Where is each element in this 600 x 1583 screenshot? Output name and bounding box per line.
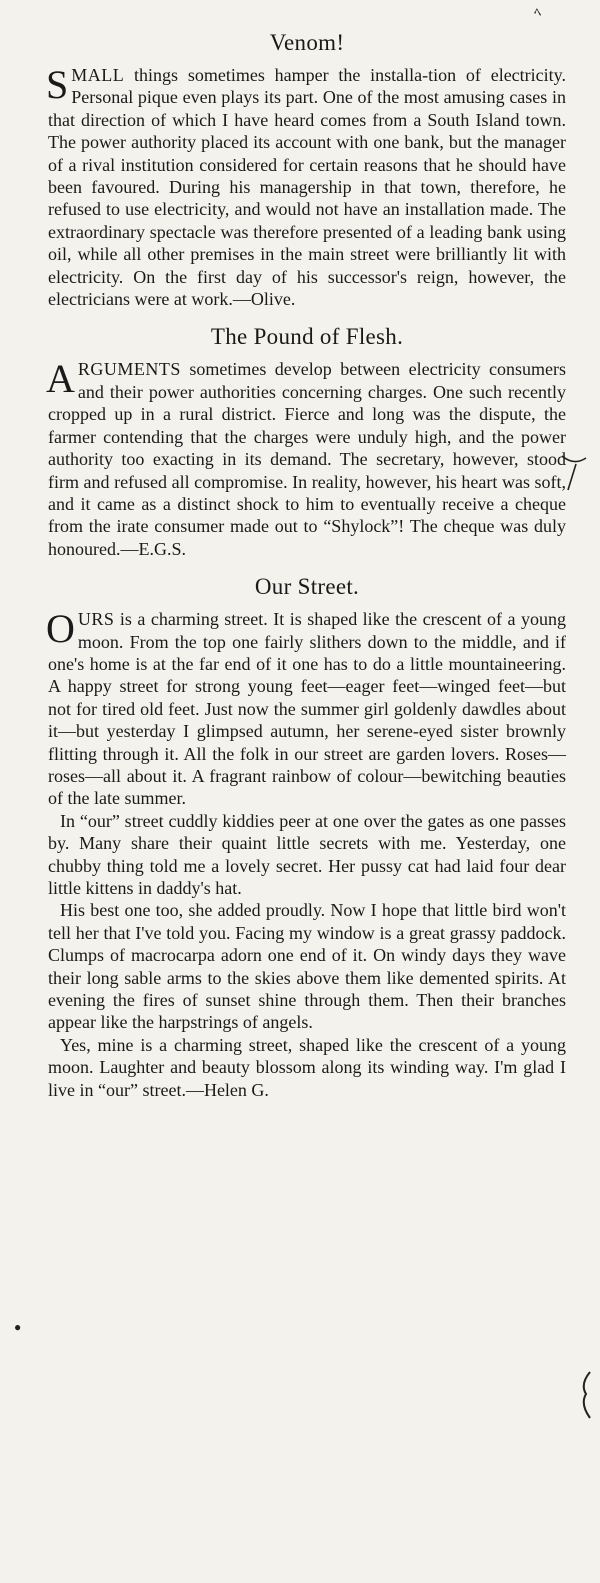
- article-title: Venom!: [269, 30, 345, 55]
- article-paragraph: [48, 64, 566, 310]
- ink-mark: ﾍ: [534, 5, 541, 21]
- drop-cap: S: [46, 62, 69, 107]
- article-paragraph: [48, 358, 566, 560]
- article-title: Our Street.: [254, 574, 360, 600]
- article-our-street: [48, 572, 566, 1101]
- article-paragraph: His best one too, she added proudly. Now I hope that little bird won't tell her that I've told you. Facing my window is a great grassy paddock. Clumps of macrocarpa adorn one end of it. On windy days they wave their long sable arms to the skies above them like demented spirits. At evening the fires of sunset shine through them. Then their branches appear like the harpstrings of angels.: [48, 900, 566, 1033]
- article-pound-of-flesh: [48, 322, 566, 560]
- paragraph-text: things sometimes hamper the installa-tion of electricity. Personal pique even plays its part. One of the most amusing cases in that direction of which I have heard comes from a South Island town. The power authority placed its account with one bank, but the manager of a rival institution considered for certain reasons that he should have been favoured. During his managership in that town, therefore, he refused to use electricity, and would not have an installation made. The extraordinary spectacle was therefore presented of a leading bank using oil, while all other premises in the main street were brilliantly lit with electricity. On the first day of his successor's reign, however, the electricians were at work.—Olive.: [48, 65, 566, 310]
- article-paragraph: Yes, mine is a charming street, shaped like the crescent of a young moon. Laughter and beauty blossom along its winding way. I'm glad I live in “our” street.—Helen G.: [48, 1034, 566, 1100]
- drop-cap: O: [46, 606, 75, 652]
- paragraph-text: is a charming street. It is shaped like the crescent of a young moon. From the top one fairly slithers down to the middle, and if one's home is at the far end of it one has to do a little mountaineering. A happy street for strong young feet—eager feet—winged feet—but not for tired old feet. Just now the summer girl goldenly dawdles about it—but yesterday I glimpsed autumn, her serene-eyed sister brownly flitting through it. All the folk in our street are garden lovers. Roses—roses—all about it. A fragrant rainbow of colour—bewitching beauties of the late summer.: [48, 609, 566, 809]
- article-paragraph: In “our” street cuddly kiddies peer at one over the gates as one passes by. Many share their quaint little secrets with me. Yesterday, one chubby thing told me a lovely secret. Her pussy cat had laid four dear little kittens in daddy's hat.: [48, 810, 566, 898]
- article-column: [48, 28, 566, 1101]
- article-venom: [48, 28, 566, 310]
- article-paragraph: [48, 608, 566, 810]
- ink-dot: ●: [14, 1320, 22, 1334]
- article-title: The Pound of Flesh.: [210, 324, 404, 350]
- drop-cap: A: [46, 356, 75, 402]
- lead-word: MALL: [71, 65, 125, 85]
- margin-bracket: [576, 1370, 594, 1420]
- lead-word: URS: [77, 609, 115, 630]
- lead-word: RGUMENTS: [77, 359, 181, 380]
- paragraph-text: sometimes develop between electricity consumers and their power authorities concerning charges. One such recently cropped up in a rural district. Fierce and long was the dispute, the farmer contending that the charges were unduly high, and the power authority too exacting in its demand. The secretary, however, stood firm and refused all compromise. In reality, however, his heart was soft, and it came as a distinct shock to him to eventually receive a cheque from the irate consumer made out to “Shylock”! The cheque was duly honoured.—E.G.S.: [48, 359, 566, 559]
